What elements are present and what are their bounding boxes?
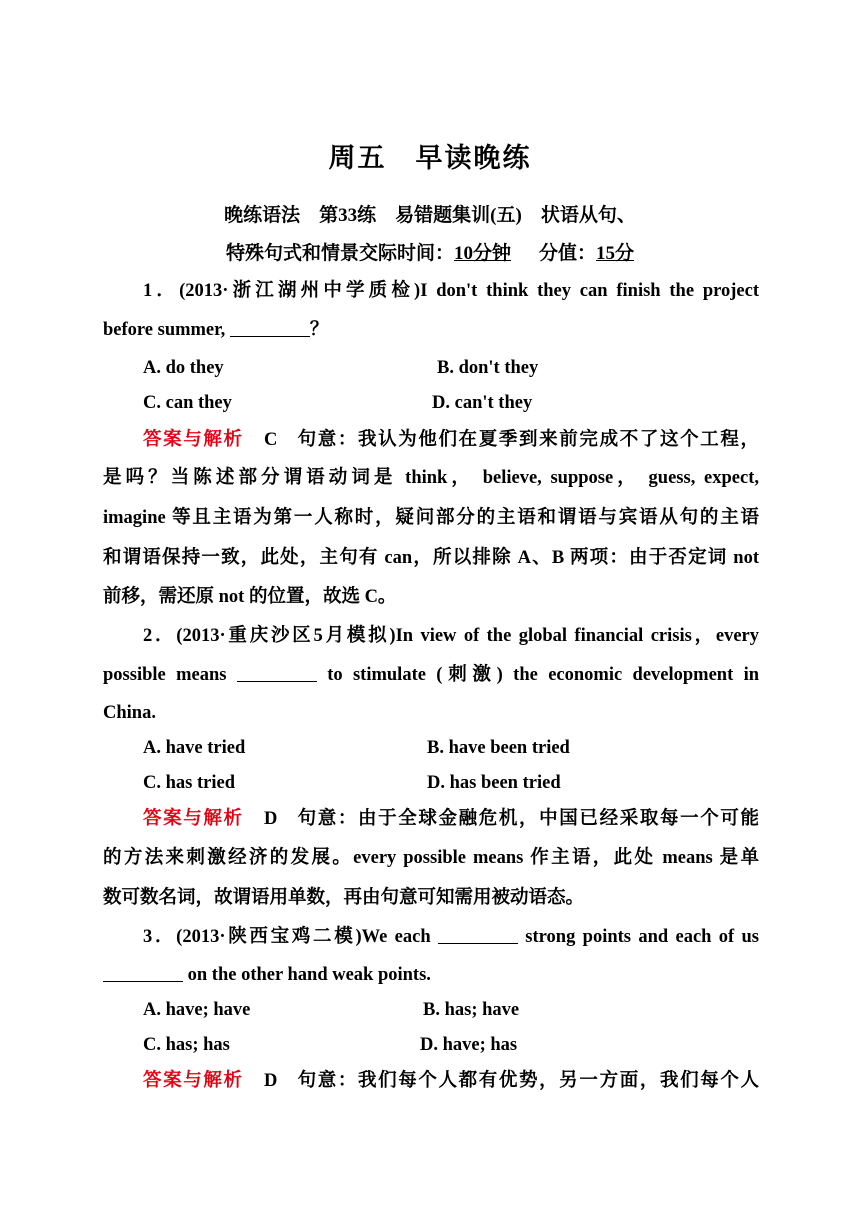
- question-2-stem-suffix: to stimulate (刺激) the economic development in: [327, 665, 760, 685]
- question-3-option-c: C. has; has: [143, 1035, 230, 1055]
- question-2-answer-label: 答案与解析: [143, 809, 244, 829]
- question-3-answer: D: [263, 1071, 278, 1091]
- question-1-explanation-line-4: 和谓语保持一致，此处，主句有 can，所以排除 A、B 两项：由于否定词 not: [103, 548, 759, 568]
- score-label: 分值：: [539, 243, 597, 264]
- question-1-explanation-line-5: 前移，需还原 not 的位置，故选 C。: [103, 587, 397, 607]
- question-2-blank: [237, 665, 317, 682]
- question-3-stem-line-2: [103, 962, 759, 988]
- page-title: 周五 早读晚练: [328, 143, 532, 173]
- question-3-explanation-text: 句意：我们每个人都有优势，另一方面，我们每个人: [297, 1071, 759, 1091]
- question-1-option-b: B. don't they: [437, 358, 539, 378]
- question-1-option-c: C. can they: [143, 393, 232, 413]
- question-2-explanation-line-3: 数可数名词，故谓语用单数，再由句意可知需用被动语态。: [103, 888, 585, 908]
- question-2-stem-line-2: [103, 662, 759, 688]
- question-1-stem-suffix: ？: [309, 320, 329, 340]
- question-2-explanation-line-1: [143, 806, 759, 832]
- question-3-option-d: D. have; has: [420, 1035, 518, 1055]
- question-3-stem-suffix: on the other hand weak points.: [187, 965, 431, 985]
- time-value: 10分钟: [453, 243, 511, 264]
- question-1-option-a: A. do they: [143, 358, 224, 378]
- question-2-stem-line-3: China.: [103, 703, 156, 723]
- question-1-answer-label: 答案与解析: [143, 430, 244, 450]
- question-2-stem-prefix: possible means: [103, 665, 227, 685]
- question-3-stem-line-1: [143, 924, 759, 950]
- question-1-stem-prefix: before summer,: [103, 320, 226, 340]
- question-3-option-b: B. has; have: [423, 1000, 520, 1020]
- question-1-explanation-line-1: [143, 427, 759, 453]
- question-1-explanation-line-2: 是吗？当陈述部分谓语动词是 think， believe, suppose， guess, expect,: [103, 468, 759, 488]
- question-3-blank-2: [103, 965, 183, 982]
- question-3-stem-middle: strong points and each of us: [525, 927, 760, 947]
- subtitle-line-2-prefix: 特殊句式和情景交际时间：: [225, 243, 454, 264]
- question-2-option-d: D. has been tried: [427, 773, 561, 793]
- question-1-blank: [230, 320, 310, 337]
- subtitle-line-2: [0, 238, 860, 265]
- question-2-explanation-text: 句意：由于全球金融危机，中国已经采取每一个可能: [297, 809, 759, 829]
- question-1-option-d: D. can't they: [432, 393, 533, 413]
- question-3-blank-1: [438, 927, 518, 944]
- question-3-explanation-line-1: [143, 1068, 759, 1094]
- question-2-option-b: B. have been tried: [427, 738, 570, 758]
- question-1-stem-line-1: 1．(2013·浙江湖州中学质检)I don't think they can finish the project: [143, 281, 759, 301]
- question-2-explanation-line-2: 的方法来刺激经济的发展。every possible means 作主语，此处 means 是单: [103, 848, 759, 868]
- question-1-explanation-line-3: imagine 等且主语为第一人称时，疑问部分的主语和谓语与宾语从句的主语: [103, 508, 759, 528]
- question-2-answer: D: [263, 809, 278, 829]
- question-1-explanation-text: 句意：我认为他们在夏季到来前完成不了这个工程，: [297, 430, 759, 450]
- question-1-answer: C: [263, 430, 278, 450]
- question-2-option-a: A. have tried: [143, 738, 246, 758]
- question-1-stem-line-2: [103, 317, 759, 343]
- question-2-option-c: C. has tried: [143, 773, 235, 793]
- question-3-option-a: A. have; have: [143, 1000, 251, 1020]
- question-3-answer-label: 答案与解析: [143, 1071, 244, 1091]
- question-2-stem-line-1: 2．(2013·重庆沙区5月模拟)In view of the global financial crisis，every: [143, 626, 759, 646]
- question-3-stem-prefix: 3．(2013·陕西宝鸡二模)We each: [143, 927, 431, 947]
- subtitle-line-1: 晚练语法 第33练 易错题集训(五) 状语从句、: [224, 205, 636, 226]
- score-value: 15分: [596, 243, 635, 264]
